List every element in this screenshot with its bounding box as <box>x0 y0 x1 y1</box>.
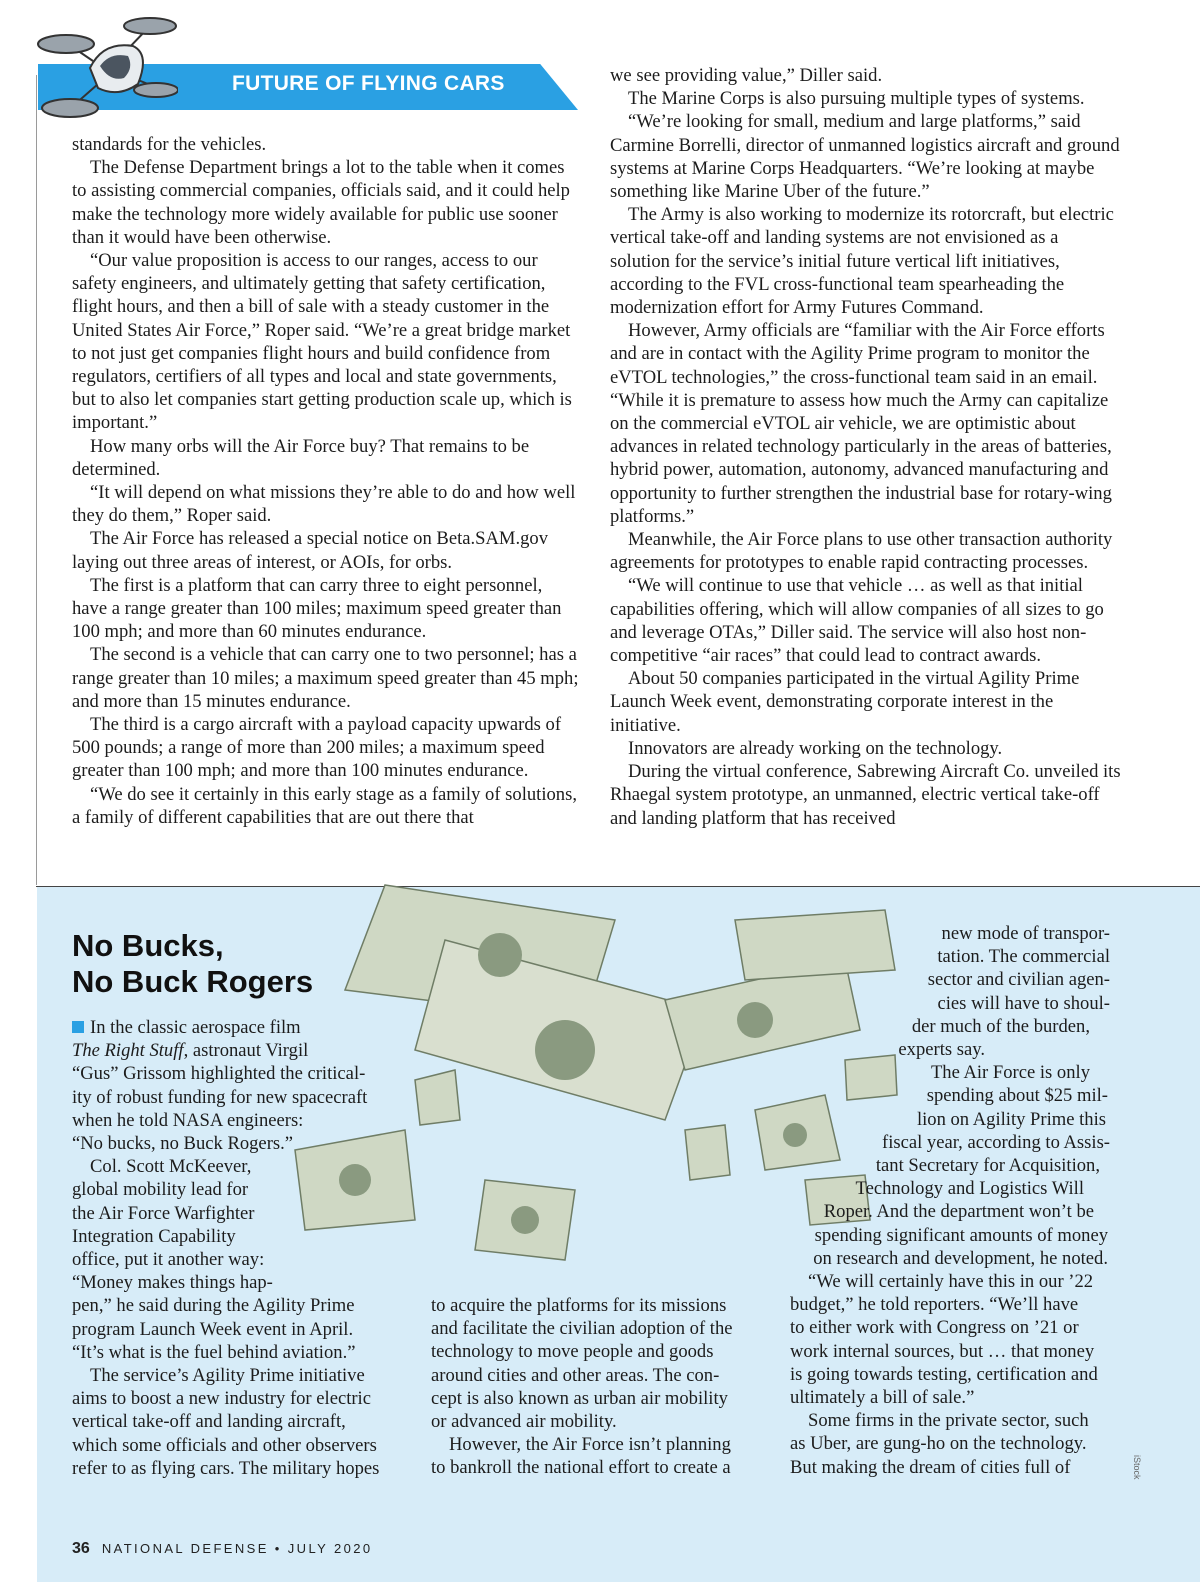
sidebar-column-3-bottom: “We will certainly have this in our ’22 budget,” he told reporters. “We’ll have to either work with Congress on ’21 or work internal sources, but … that money is going towards testing, certification and ultimately a bill of sale.” Some firms in the private sector, such as Uber, are gung-ho on the technology. But making the dream of cities full of <box>790 1271 1098 1478</box>
sidebar-column-3-top: new mode of transpor- tation. The commercial sector and civilian agen- cies will have to shoul- der much of the burden, experts say. The Air Force is only spending about $25 mil- lion on Agility Prime this fiscal year, according to Assis- tant Secretary for Acquisition, Technology and Logistics Will Roper. And the department won’t be spending significant amounts of money on research and development, he noted. <box>813 923 1110 1269</box>
paragraph: “It will depend on what missions they’re able to do and how well they do them,” Roper said. <box>72 482 576 527</box>
paragraph: standards for the vehicles. <box>72 134 267 155</box>
paragraph: How many orbs will the Air Force buy? That remains to be determined. <box>72 435 530 480</box>
paragraph: The Army is also working to modernize its rotorcraft, but electric vertical take-off and landing systems are not envisioned as a solution for the service’s initial future vertical lift initiatives, according to the FVL cross-functional team spearheading the modernization effort for Army Futures Command. <box>610 204 1114 319</box>
paragraph: The second is a vehicle that can carry one to two personnel; has a range greater than 10 miles; a maximum speed greater than 45 mph; and more than 15 minutes endurance. <box>72 644 579 712</box>
publication-line: NATIONAL DEFENSE • JULY 2020 <box>101 1541 373 1556</box>
paragraph: The Defense Department brings a lot to the table when it comes to assisting commercial companies, officials said, and it could help make the technology more widely available for public use sooner than it would have been otherwise. <box>72 157 570 248</box>
paragraph: The third is a cargo aircraft with a payload capacity upwards of 500 pounds; a range of more than 200 miles; a maximum speed greater than 100 mph; and more than 100 minutes endurance. <box>72 714 562 782</box>
column-rule <box>36 75 37 885</box>
paragraph: “We’re looking for small, medium and large platforms,” said Carmine Borrelli, director of unmanned logistics aircraft and ground systems at Marine Corps Headquarters. “We’re looking at maybe something like Marine Uber of the future.” <box>610 111 1120 203</box>
paragraph: “We do see it certainly in this early stage as a family of solutions, a family of different capabilities that are out there that <box>72 783 577 828</box>
article-column-left <box>72 133 582 829</box>
page-footer <box>72 1540 373 1558</box>
paragraph: “Our value proposition is access to our ranges, access to our safety engineers, and ultimately getting that safety certification, flight hours, and then a bill of sale with a steady customer in the United States Air Force,” Roper said. “We’re a great bridge market to not just get companies flight hours and build confidence from regulators, certifiers of all types and local and state governments, but to also let companies start getting production scale up, which is important.” <box>72 250 572 434</box>
section-title: FUTURE OF FLYING CARS <box>232 72 505 95</box>
paragraph: The Marine Corps is also pursuing multiple types of systems. <box>628 88 1085 110</box>
flying-car-icon <box>28 6 178 126</box>
paragraph: Meanwhile, the Air Force plans to use other transaction authority agreements for prototypes to enable rapid contracting processes. <box>610 529 1113 574</box>
article-column-right <box>610 64 1122 830</box>
paragraph: Innovators are already working on the technology. <box>628 737 1003 759</box>
page-number: 36 <box>72 1540 90 1557</box>
paragraph: The first is a platform that can carry three to eight personnel, have a range greater than 100 miles; maximum speed greater than 100 mph; and more than 60 minutes endurance. <box>72 574 562 643</box>
paragraph: The Air Force has released a special notice on Beta.SAM.gov laying out three areas of interest, or AOIs, for orbs. <box>72 528 548 573</box>
paragraph: About 50 companies participated in the virtual Agility Prime Launch Week event, demonstrating corporate interest in the initiative. <box>610 668 1080 736</box>
paragraph: However, Army officials are “familiar with the Air Force efforts and are in contact with the Agility Prime program to monitor the eVTOL technologies,” the cross-functional team said in an email. “While it is premature to assess how much the Army can capitalize on the commercial eVTOL air vehicle, we are optimistic about advances in related technology particularly in the areas of batteries, hybrid power, automation, autonomy, advanced manufacturing and opportunity to further strengthen the industrial base for rotary-wing platforms.” <box>610 320 1112 527</box>
paragraph: we see providing value,” Diller said. <box>610 65 883 86</box>
paragraph: During the virtual conference, Sabrewing Aircraft Co. unveiled its Rhaegal system prototype, an unmanned, electric vertical take-off and landing platform that has received <box>610 761 1121 829</box>
sidebar-column-1: In the classic aerospace film The Right Stuff, astronaut Virgil “Gus” Grissom highlighted the critical- ity of robust funding for new spacecraft when he told NASA engineers: “No bucks, no Buck Rogers.” Col. Scott McKeever, global mobility lead for the Air Force Warfighter Integration Capability office, put it another way: “Money makes things hap- pen,” he said during the Agility Prime program Launch Week event in April. “It’s what is the fuel behind aviation.” The service’s Agility Prime initiative aims to boost a new industry for electric vertical take-off and landing aircraft, which some officials and other observers refer to as flying cars. The military hopes <box>72 1017 380 1479</box>
photo-credit: iStock <box>1132 1455 1142 1480</box>
paragraph: “We will continue to use that vehicle … as well as that initial capabilities offering, which will allow companies of all sizes to go and leverage OTAs,” Diller said. The service will also host non-competitive “air races” that could lead to contract awards. <box>610 575 1104 667</box>
sidebar-column-2: to acquire the platforms for its missions and facilitate the civilian adoption of the technology to move people and goods around cities and other areas. The con- cept is also known as urban air mobility or advanced air mobility. However, the Air Force isn’t planning to bankroll the national effort to create a <box>431 1295 733 1479</box>
sidebar-title: No Bucks, No Buck Rogers <box>72 928 314 999</box>
bullet-square-icon <box>72 1021 84 1033</box>
